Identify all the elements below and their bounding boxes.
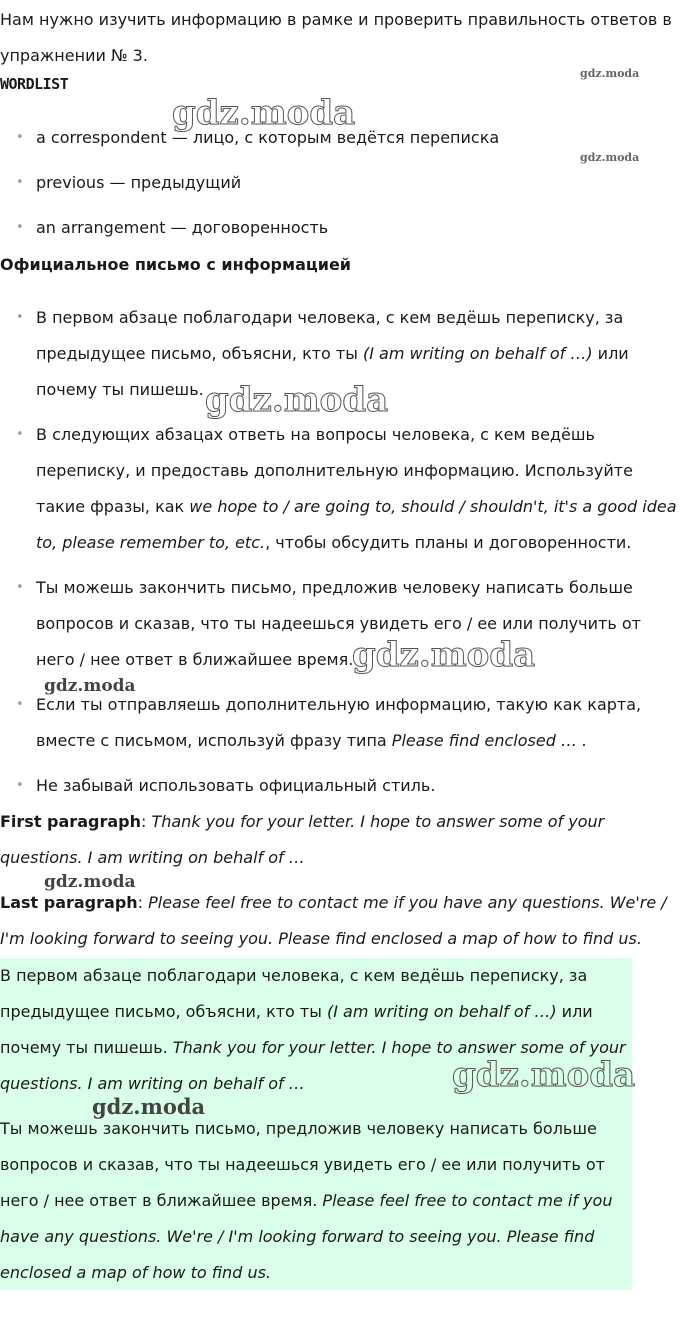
answer-box: [0, 958, 632, 1290]
tip-text: В первом абзаце поблагодари человека, с кем ведёшь переписку, за предыдущее письмо, объясни, кто ты: [36, 308, 624, 363]
answer-paragraph-1: В первом абзаце поблагодари человека, с кем ведёшь переписку, за предыдущее письмо, объясни, кто ты (I am writing on behalf of …) или почему ты пишешь. Thank you for your letter. I hope to answer some of your questions. I am writing on behalf of …: [0, 966, 626, 1093]
tip-example: (I am writing on behalf of …): [362, 344, 593, 363]
watermark: gdz.moda: [44, 872, 136, 892]
watermark: gdz.moda: [205, 380, 389, 420]
watermark: gdz.moda: [92, 1094, 206, 1119]
wordlist: [0, 120, 680, 255]
tip-example: Please find enclosed … .: [391, 731, 588, 750]
watermark: gdz.moda: [44, 676, 136, 696]
tip-example: we hope to / are going to, should / shouldn't, it's a good idea to, please remember to, etc.: [36, 497, 677, 552]
first-paragraph: First paragraph: Thank you for your letter. I hope to answer some of your questions. I am writing on behalf of …: [0, 812, 605, 867]
tip-item: [0, 570, 680, 678]
tip-text: или почему ты пишешь.: [36, 344, 629, 399]
wordlist-heading: WORDLIST: [0, 75, 69, 93]
intro-text: Нам нужно изучить информацию в рамке и проверить правильность ответов в упражнении № 3.: [0, 10, 672, 65]
tip-item: [0, 687, 680, 759]
tips-list: [0, 300, 680, 813]
watermark: gdz.moda: [352, 635, 536, 675]
official-letter-heading: Официальное письмо с информацией: [0, 255, 352, 274]
last-paragraph-text: Please feel free to contact me if you have any questions. We're / I'm looking forward to seeing you. Please find enclosed a map of how to find us.: [0, 893, 667, 948]
watermark: gdz.moda: [172, 93, 356, 133]
watermark: gdz.moda: [580, 151, 640, 164]
first-paragraph-label: First paragraph: [0, 812, 141, 831]
tip-item: [0, 768, 680, 804]
first-paragraph-text: Thank you for your letter. I hope to answer some of your questions. I am writing on behalf of …: [0, 812, 605, 867]
last-paragraph-label: Last paragraph: [0, 893, 138, 912]
tip-item: [0, 417, 680, 561]
wordlist-item: • a correspondent — лицо, с которым ведётся переписка: [0, 120, 680, 165]
watermark: gdz.moda: [452, 1055, 636, 1095]
tip-text: Ты можешь закончить письмо, предложив человеку написать больше вопросов и сказав, что ты надеешься увидеть его / ее или получить от него / нее ответ в ближайшее время.: [36, 578, 641, 669]
answer-paragraph-2: Ты можешь закончить письмо, предложив человеку написать больше вопросов и сказав, что ты надеешься увидеть его / ее или получить от него / нее ответ в ближайшее время. Please feel free to contact me if you have any questions. We're / I'm looking forward to seeing you. Please find enclosed a map of how to find us.: [0, 1119, 613, 1282]
tip-text: Если ты отправляешь дополнительную информацию, такую как карта, вместе с письмом, используй фразу типа: [36, 695, 642, 750]
last-paragraph: Last paragraph: Please feel free to contact me if you have any questions. We're / I'm looking forward to seeing you. Please find enclosed a map of how to find us.: [0, 893, 667, 948]
tip-text: , чтобы обсудить планы и договоренности.: [265, 533, 632, 552]
wordlist-item: • an arrangement — договоренность: [0, 210, 680, 255]
wordlist-item: • previous — предыдущий: [0, 165, 680, 210]
watermark: gdz.moda: [580, 67, 640, 80]
tip-text: Не забывай использовать официальный стиль.: [36, 776, 436, 795]
tip-text: В следующих абзацах ответь на вопросы человека, с кем ведёшь переписку, и предоставь дополнительную информацию. Используйте такие фразы, как: [36, 425, 633, 516]
